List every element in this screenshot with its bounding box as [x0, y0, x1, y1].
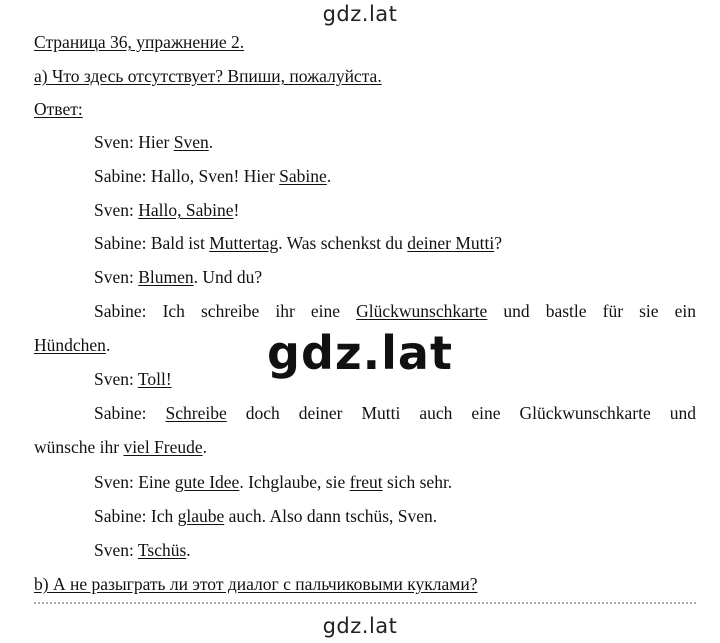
dialog-text: Sabine: Bald ist — [94, 233, 210, 253]
dialog-text: Sabine: Hallo, Sven! Hier — [94, 166, 280, 186]
dialog-answer: freut — [349, 472, 383, 492]
dialog-text-part: Sabine: Ich schreibe ihr eine — [94, 301, 357, 321]
dialog-text: wünsche ihr — [34, 437, 124, 457]
dialog-text: Sven: — [94, 267, 139, 287]
dialog-text: auch. Also dann tschüs, Sven. — [224, 506, 438, 526]
dialog-text: doch deiner Mutti auch eine Glückwunschkarte und — [226, 403, 696, 423]
page-header: Страница 36, упражнение 2. — [34, 32, 245, 52]
dialog-line-3 — [94, 199, 239, 221]
dialog-answer: Sabine — [279, 166, 327, 186]
dialog-answer: Sven — [173, 132, 209, 152]
dialog-text: ? — [494, 233, 503, 253]
dialog-text — [94, 300, 696, 322]
dialog-line-8 — [94, 402, 696, 424]
dialog-text: sich sehr. — [382, 472, 453, 492]
dialog-text: . — [202, 437, 208, 457]
task-a-heading: a) Что здесь отсутствует? Впиши, пожалуйста. — [34, 66, 382, 86]
dialog-line-4 — [94, 232, 502, 254]
dialog-answer: deiner Mutti — [407, 233, 495, 253]
dialog-answer: Glückwunschkarte — [356, 301, 488, 321]
watermark-top: gdz.lat — [322, 2, 398, 26]
dialog-line-6 — [94, 300, 696, 322]
dialog-text: Sven: — [94, 540, 138, 560]
dialog-answer: Hallo, Sabine — [138, 200, 234, 220]
dialog-text: . — [208, 132, 214, 152]
dialog-line-11 — [94, 539, 191, 561]
dialog-text: . Ichglaube, sie — [239, 472, 350, 492]
dialog-text: . — [105, 335, 111, 355]
dialog-answer: gute Idee — [174, 472, 240, 492]
dialog-text: Sven: — [94, 200, 139, 220]
dialog-line-10 — [94, 505, 437, 527]
dialog-text: Sven: Hier — [94, 132, 174, 152]
dialog-text-part: und bastle für sie ein — [487, 301, 696, 321]
dialog-text: Sven: Eine — [94, 472, 175, 492]
answer-label: Ответ: — [34, 99, 83, 119]
dialog-answer: Tschüs — [137, 540, 187, 560]
watermark-center: gdz.lat — [267, 326, 453, 380]
dialog-answer: Toll! — [137, 369, 172, 389]
dialog-text: . — [326, 166, 332, 186]
task-b-heading: b) А не разыграть ли этот диалог с пальчиковыми куклами? — [34, 574, 478, 594]
dialog-line-8-cont — [34, 436, 207, 458]
dialog-text: . Was schenkst du — [278, 233, 408, 253]
dialog-answer: Schreibe — [165, 403, 227, 423]
dialog-text: . — [186, 540, 191, 560]
dialog-text: ! — [233, 200, 240, 220]
dialog-line-2 — [94, 165, 331, 187]
dialog-answer: glaube — [177, 506, 225, 526]
dialog-answer: Blumen — [138, 267, 194, 287]
dialog-line-1 — [94, 131, 213, 153]
watermark-bottom: gdz.lat — [322, 614, 398, 638]
dialog-text: Sabine: Ich — [94, 506, 178, 526]
dialog-text: Sabine: — [94, 403, 166, 423]
dialog-answer: Hündchen — [34, 335, 106, 355]
page-cutoff-line — [34, 602, 696, 607]
dialog-line-9 — [94, 471, 452, 493]
dialog-answer: viel Freude — [123, 437, 203, 457]
dialog-line-5 — [94, 266, 262, 288]
dialog-text: . Und du? — [193, 267, 263, 287]
dialog-text: Sven: — [94, 369, 138, 389]
dialog-answer: Muttertag — [209, 233, 279, 253]
